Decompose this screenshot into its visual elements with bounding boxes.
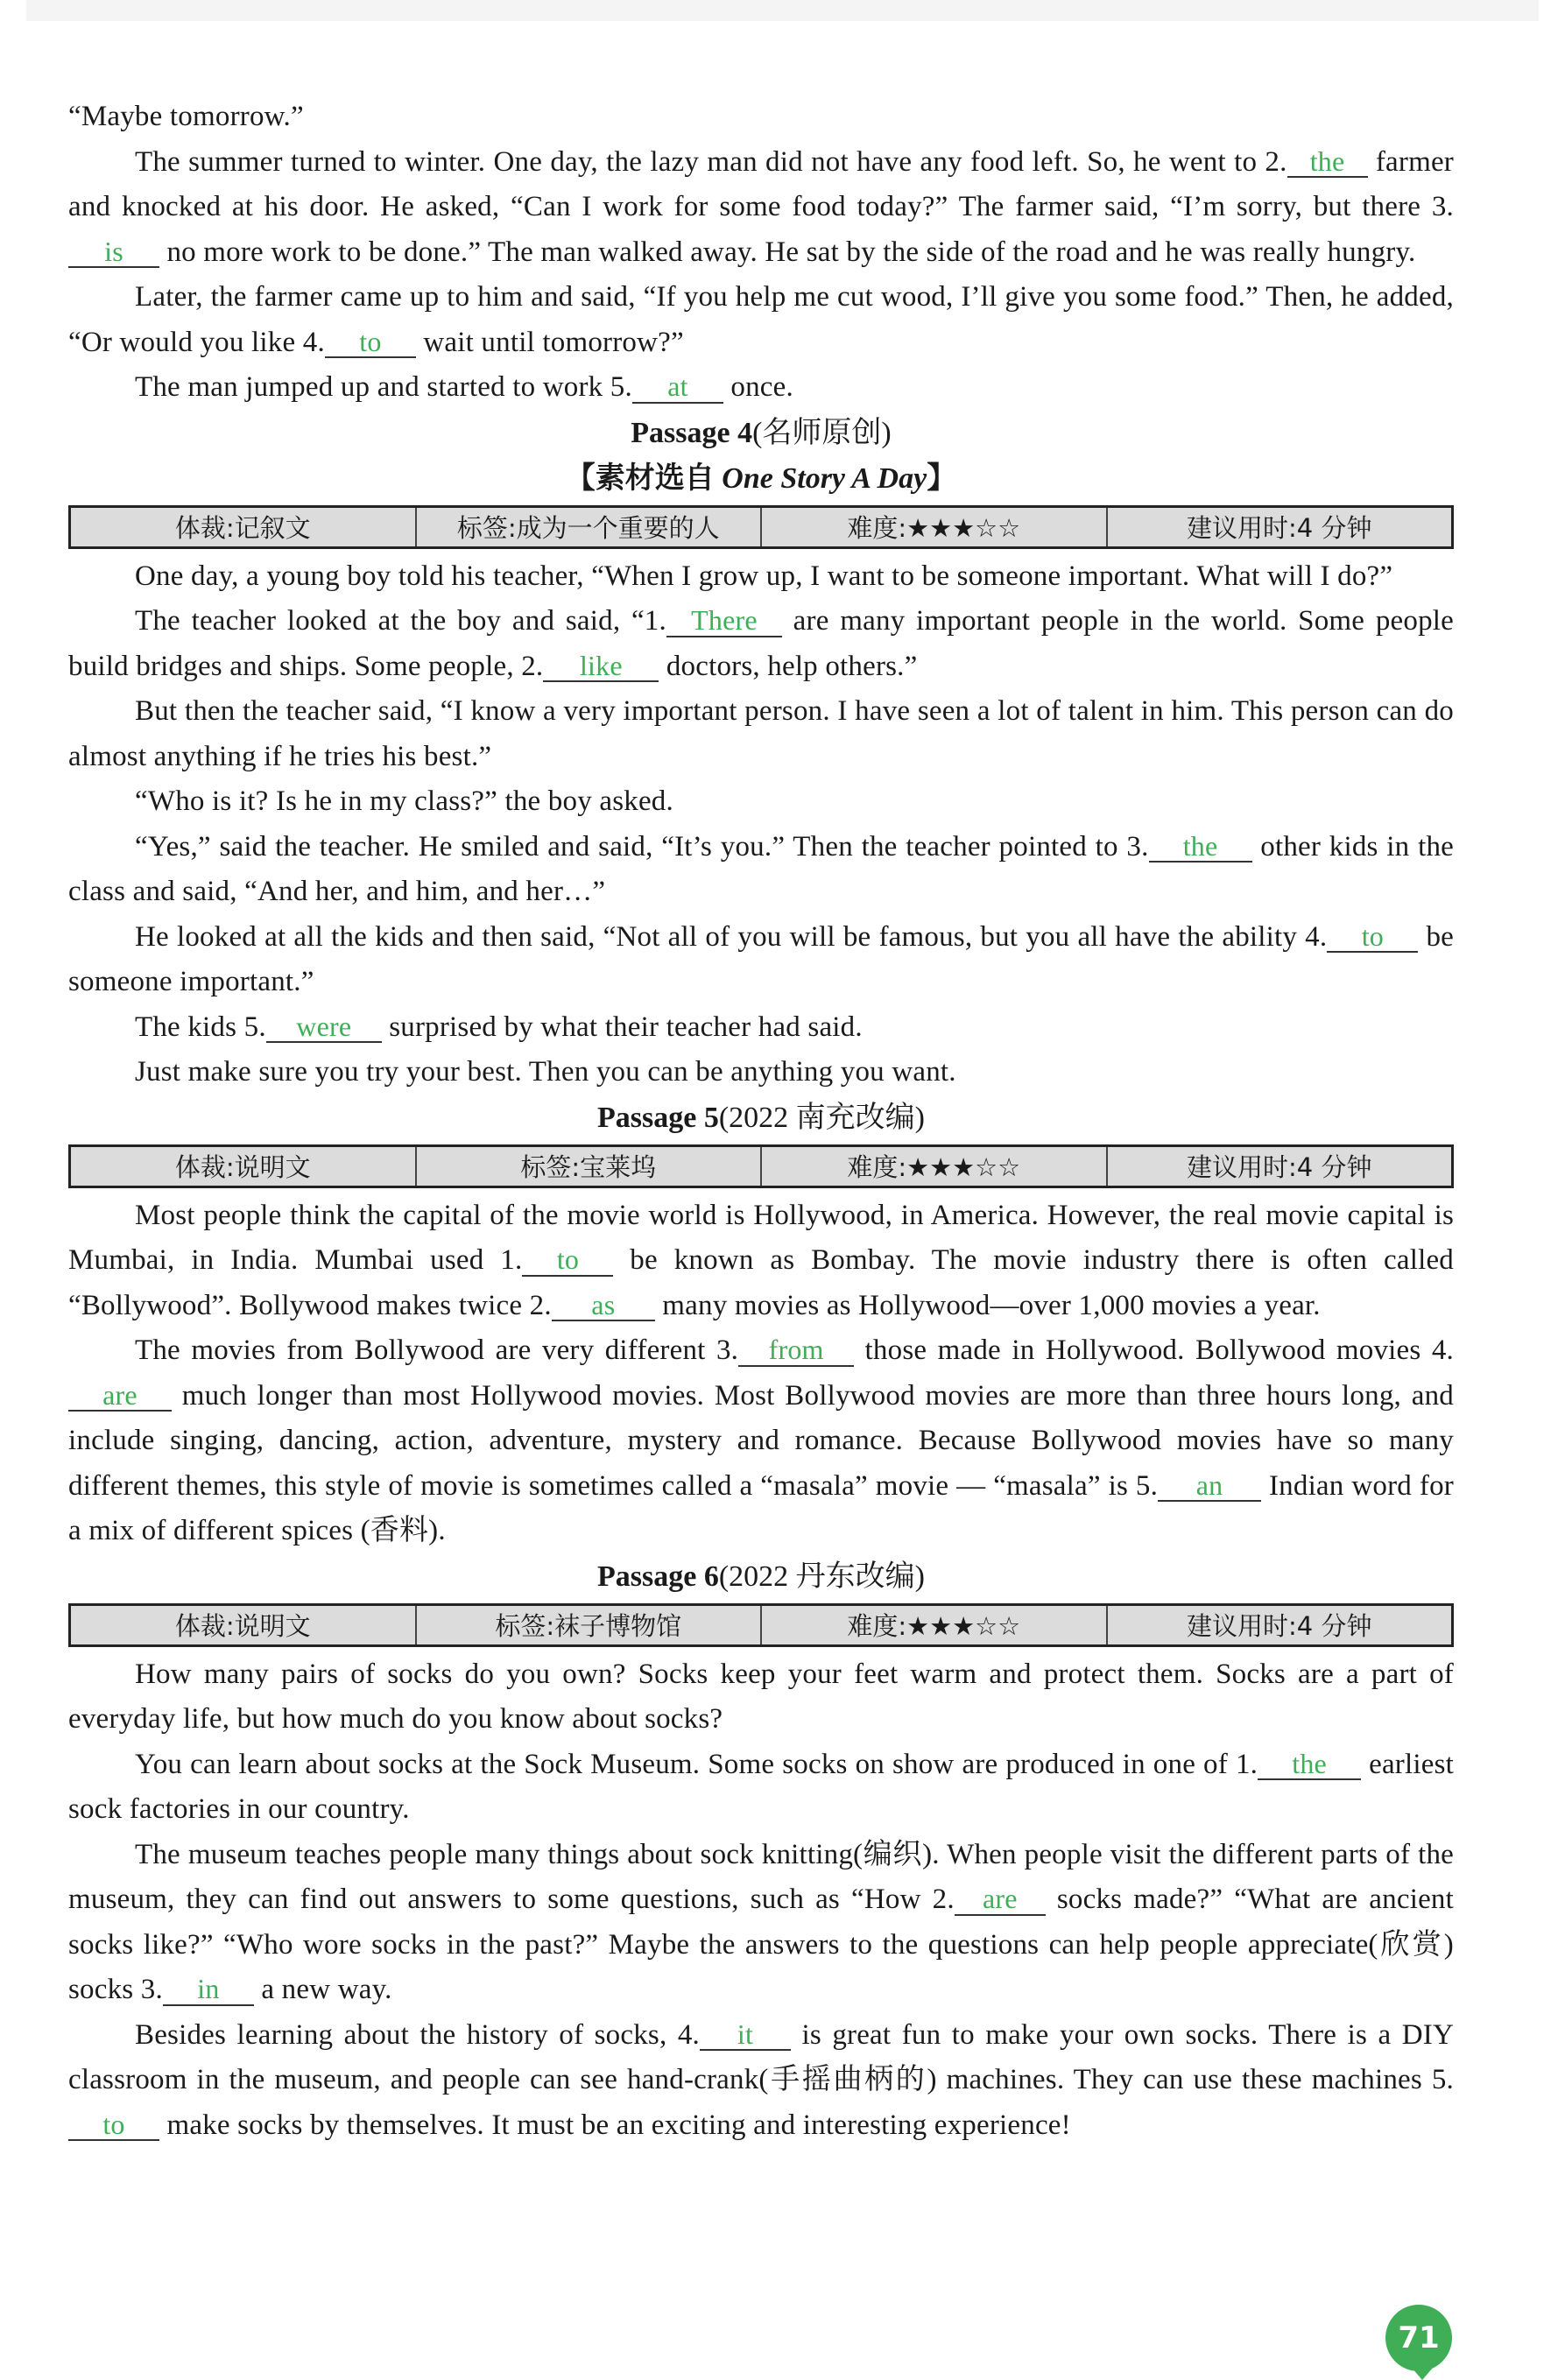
paragraph: You can learn about socks at the Sock Museum. Some socks on show are produced in one of 1. the earliest sock factories in our country.	[68, 1747, 1454, 1825]
genre-cell: 体裁:记叙文	[71, 508, 417, 546]
paragraph: The movies from Bollywood are very different 3. from those made in Hollywood. Bollywood movies 4.are much longer than most Hollywood movies. Most Bollywood movies are more than three hours long, and include singing, dancing, action, adventure, mystery and romance. Because Bollywood movies have so many different themes, this style of movie is sometimes called a “masala” movie — “masala” is 5. an Indian word for a mix of different spices (香料).	[68, 1334, 1455, 1546]
passage-title: Passage 5(2022 南充改编)	[597, 1101, 925, 1134]
paragraph: How many pairs of socks do you own? Socks keep your feet warm and protect them. Socks are a part of everyday life, but how much do you know about socks?	[68, 1658, 1454, 1735]
answer-blank: is	[68, 237, 159, 269]
info-bar	[68, 505, 1454, 549]
answer-blank: at	[632, 372, 723, 404]
paragraph: The kids 5. were surprised by what their teacher had said.	[135, 1010, 863, 1043]
answer-blank: are	[955, 1884, 1046, 1916]
answer-blank: the	[1287, 147, 1368, 179]
material-source: 【素材选自 One Story A Day】	[565, 461, 957, 495]
answer-blank: to	[325, 327, 416, 359]
time-cell: 建议用时:4 分钟	[1187, 1611, 1372, 1641]
time-cell: 建议用时:4 分钟	[1187, 513, 1372, 543]
tag-cell: 标签:成为一个重要的人	[417, 508, 763, 546]
answer-blank: in	[163, 1975, 254, 2006]
answer-blank: like	[543, 651, 659, 683]
paragraph: One day, a young boy told his teacher, “When I grow up, I want to be someone important. What will I do?”	[135, 560, 1393, 592]
paragraph: Besides learning about the history of socks, 4. it is great fun to make your own socks. There is a DIY classroom in the museum, and people can see hand-crank(手摇曲柄的) machines. They can use these machines 5.to make socks by themselves. It must be an exciting and interesting experience!	[68, 2017, 1454, 2141]
difficulty-cell: 难度:★★★☆☆	[762, 508, 1108, 546]
paragraph: Later, the farmer came up to him and said, “If you help me cut wood, I’ll give you some food.” Then, he added, “Or would you like 4. to wait until tomorrow?”	[68, 281, 1454, 358]
genre-cell: 体裁:说明文	[71, 1147, 417, 1186]
answer-blank: an	[1158, 1471, 1261, 1503]
paragraph: The museum teaches people many things about sock knitting(编织). When people visit the different parts of the museum, they can find out answers to some questions, such as “How 2. are socks made?” “What are ancient socks like?” “Who wore socks in the past?” Maybe the answers to the questions can help people appreciate(欣赏) socks 3. in a new way.	[68, 1838, 1454, 2005]
quote-line: “Maybe tomorrow.”	[68, 101, 304, 132]
paragraph: He looked at all the kids and then said, “Not all of you will be famous, but you all have the ability 4. to be someone important.”	[68, 919, 1454, 997]
info-bar	[68, 1603, 1454, 1647]
paragraph: But then the teacher said, “I know a very important person. I have seen a lot of talent in him. This person can do almost anything if he tries his best.”	[68, 695, 1454, 772]
paragraph: Just make sure you try your best. Then you can be anything you want.	[135, 1056, 956, 1088]
answer-blank: to	[522, 1245, 613, 1277]
time-cell: 建议用时:4 分钟	[1187, 1152, 1372, 1182]
genre-cell: 体裁:说明文	[71, 1606, 417, 1644]
answer-blank: to	[68, 2110, 159, 2142]
answer-blank: to	[1327, 922, 1418, 954]
answer-blank: the	[1258, 1750, 1361, 1781]
tag-cell: 标签:袜子博物馆	[417, 1606, 763, 1644]
difficulty-cell: 难度:★★★☆☆	[762, 1606, 1108, 1644]
answer-blank: it	[700, 2020, 791, 2052]
paragraph: The summer turned to winter. One day, the lazy man did not have any food left. So, he went to 2. the farmer and knocked at his door. He asked, “Can I work for some food today?” The farmer said, “I’m sorry, but there 3.is no more work to be done.” The man walked away. He sat by the side of the road and he was really hungry.	[68, 144, 1454, 268]
difficulty-cell: 难度:★★★☆☆	[762, 1147, 1108, 1186]
passage-title: Passage 6(2022 丹东改编)	[597, 1560, 925, 1593]
page-content	[68, 95, 1454, 2148]
top-margin	[26, 0, 1539, 21]
answer-blank: the	[1149, 832, 1252, 863]
answer-blank: There	[666, 606, 782, 637]
answer-blank: were	[266, 1012, 382, 1044]
paragraph: Most people think the capital of the movie world is Hollywood, in America. However, the real movie capital is Mumbai, in India. Mumbai used 1. to be known as Bombay. The movie industry there is often called “Bollywood”. Bollywood makes twice 2. as many movies as Hollywood—over 1,000 movies a year.	[68, 1199, 1455, 1321]
info-bar	[68, 1144, 1454, 1188]
passage-title: Passage 4(名师原创)	[631, 416, 892, 449]
paragraph: “Who is it? Is he in my class?” the boy asked.	[135, 785, 673, 817]
answer-blank: as	[552, 1291, 655, 1322]
answer-blank: from	[738, 1335, 854, 1367]
page-number-badge: 71	[1385, 2305, 1452, 2371]
paragraph: The man jumped up and started to work 5. at once.	[135, 370, 793, 403]
paragraph: The teacher looked at the boy and said, “1. There are many important people in the world. Some people build bridges and ships. Some people, 2. like doctors, help others.”	[68, 604, 1454, 682]
answer-blank: are	[68, 1381, 172, 1412]
paragraph: “Yes,” said the teacher. He smiled and said, “It’s you.” Then the teacher pointed to 3. the other kids in the class and said, “And her, and him, and her…”	[68, 829, 1454, 907]
tag-cell: 标签:宝莱坞	[417, 1147, 763, 1186]
